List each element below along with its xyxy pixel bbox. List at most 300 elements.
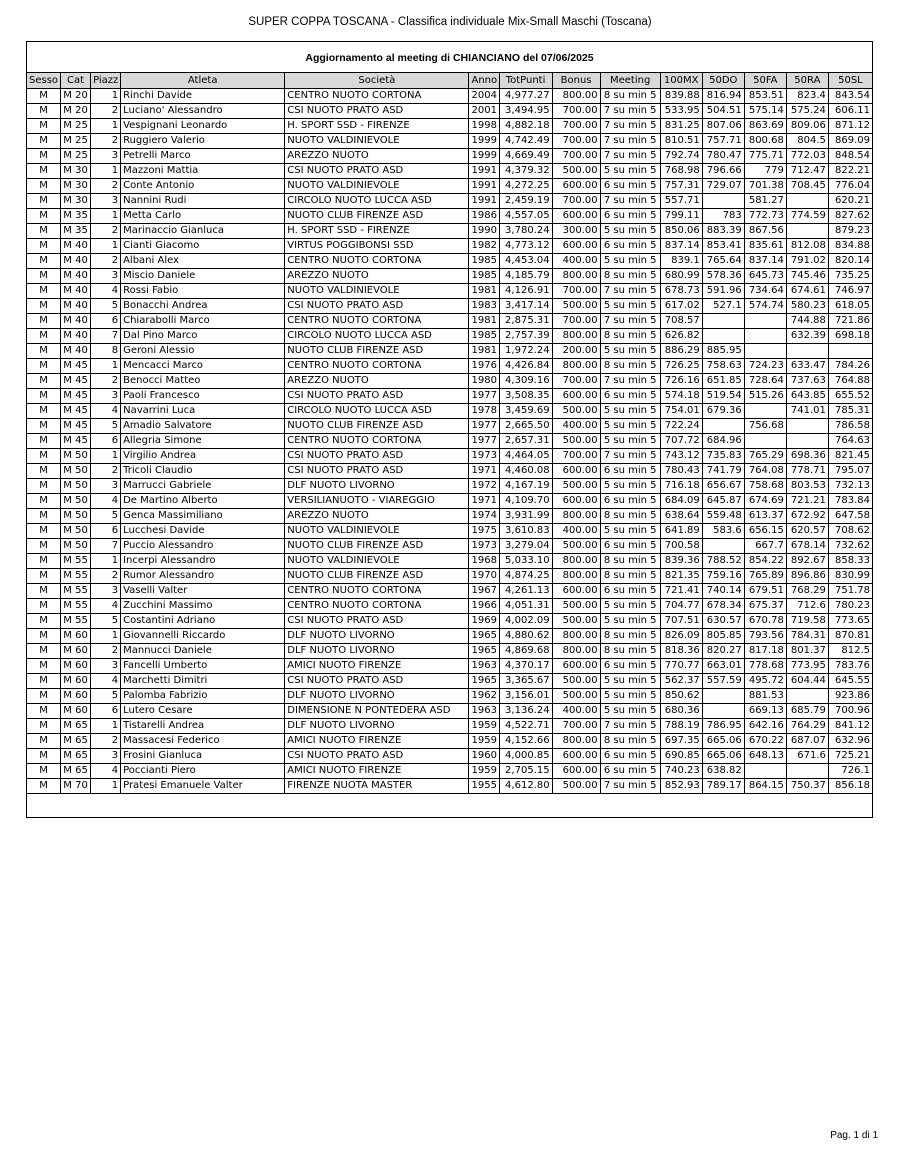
- cell-place: 1: [91, 164, 121, 179]
- cell-50fa: 765.29: [744, 449, 786, 464]
- cell-50sl: [828, 344, 872, 359]
- cell-bonus: 600.00: [552, 659, 600, 674]
- cell-50fa: 778.68: [744, 659, 786, 674]
- cell-meeting: 6 su min 5: [600, 764, 660, 779]
- cell-athlete: Giovannelli Riccardo: [121, 629, 285, 644]
- cell-place: 7: [91, 329, 121, 344]
- cell-50fa: 515.26: [744, 389, 786, 404]
- cell-category: M 60: [61, 629, 91, 644]
- cell-50sl: 645.55: [828, 674, 872, 689]
- cell-sex: M: [27, 299, 61, 314]
- cell-50ra: [786, 194, 828, 209]
- cell-50ra: 643.85: [786, 389, 828, 404]
- cell-100mx: 557.71: [660, 194, 702, 209]
- cell-sex: M: [27, 719, 61, 734]
- cell-50do: 665.06: [702, 749, 744, 764]
- cell-50sl: 726.1: [828, 764, 872, 779]
- cell-year: 1985: [469, 254, 499, 269]
- cell-100mx: 680.36: [660, 704, 702, 719]
- table-row: [27, 704, 873, 719]
- cell-category: M 55: [61, 614, 91, 629]
- cell-sex: M: [27, 269, 61, 284]
- cell-bonus: 800.00: [552, 359, 600, 374]
- cell-bonus: 700.00: [552, 149, 600, 164]
- cell-total-points: 2,459.19: [499, 194, 552, 209]
- table-body: [27, 89, 873, 794]
- cell-category: M 65: [61, 749, 91, 764]
- cell-bonus: 500.00: [552, 599, 600, 614]
- column-header-bonus: Bonus: [552, 73, 600, 89]
- cell-year: 1991: [469, 194, 499, 209]
- cell-club: CSI NUOTO PRATO ASD: [285, 614, 469, 629]
- cell-sex: M: [27, 449, 61, 464]
- cell-50do: 663.01: [702, 659, 744, 674]
- cell-sex: M: [27, 614, 61, 629]
- table-row: [27, 479, 873, 494]
- table-row: [27, 629, 873, 644]
- cell-100mx: 818.36: [660, 644, 702, 659]
- cell-place: 5: [91, 299, 121, 314]
- cell-year: 1965: [469, 644, 499, 659]
- cell-total-points: 4,152.66: [499, 734, 552, 749]
- cell-meeting: 6 su min 5: [600, 239, 660, 254]
- table-row: [27, 299, 873, 314]
- cell-50ra: [786, 764, 828, 779]
- table-row: [27, 569, 873, 584]
- cell-athlete: De Martino Alberto: [121, 494, 285, 509]
- cell-50sl: 700.96: [828, 704, 872, 719]
- cell-athlete: Massacesi Federico: [121, 734, 285, 749]
- table-row: [27, 749, 873, 764]
- cell-50fa: 881.53: [744, 689, 786, 704]
- cell-50sl: 764.88: [828, 374, 872, 389]
- cell-athlete: Tricoli Claudio: [121, 464, 285, 479]
- table-row: [27, 599, 873, 614]
- cell-50ra: 892.67: [786, 554, 828, 569]
- cell-100mx: 626.82: [660, 329, 702, 344]
- cell-athlete: Marinaccio Gianluca: [121, 224, 285, 239]
- cell-50sl: 776.04: [828, 179, 872, 194]
- cell-50sl: 618.05: [828, 299, 872, 314]
- cell-sex: M: [27, 329, 61, 344]
- cell-club: CENTRO NUOTO CORTONA: [285, 434, 469, 449]
- cell-category: M 40: [61, 314, 91, 329]
- cell-50ra: 778.71: [786, 464, 828, 479]
- cell-place: 5: [91, 614, 121, 629]
- table-row: [27, 644, 873, 659]
- cell-sex: M: [27, 179, 61, 194]
- cell-place: 1: [91, 719, 121, 734]
- cell-place: 2: [91, 224, 121, 239]
- cell-meeting: 6 su min 5: [600, 749, 660, 764]
- cell-50do: 583.6: [702, 524, 744, 539]
- cell-50ra: 772.03: [786, 149, 828, 164]
- cell-category: M 30: [61, 179, 91, 194]
- cell-athlete: Rinchi Davide: [121, 89, 285, 104]
- cell-sex: M: [27, 89, 61, 104]
- cell-100mx: 757.31: [660, 179, 702, 194]
- cell-total-points: 5,033.10: [499, 554, 552, 569]
- cell-bonus: 700.00: [552, 119, 600, 134]
- cell-50ra: 896.86: [786, 569, 828, 584]
- cell-100mx: 768.98: [660, 164, 702, 179]
- cell-sex: M: [27, 419, 61, 434]
- cell-bonus: 400.00: [552, 419, 600, 434]
- cell-total-points: 3,459.69: [499, 404, 552, 419]
- cell-place: 2: [91, 374, 121, 389]
- cell-100mx: 680.99: [660, 269, 702, 284]
- cell-100mx: 697.35: [660, 734, 702, 749]
- cell-year: 1976: [469, 359, 499, 374]
- cell-50fa: [744, 329, 786, 344]
- cell-50fa: 758.68: [744, 479, 786, 494]
- cell-total-points: 4,464.05: [499, 449, 552, 464]
- cell-50do: 557.59: [702, 674, 744, 689]
- cell-50ra: 580.23: [786, 299, 828, 314]
- cell-100mx: 850.06: [660, 224, 702, 239]
- cell-50fa: 645.73: [744, 269, 786, 284]
- cell-total-points: 4,880.62: [499, 629, 552, 644]
- cell-club: AMICI NUOTO FIRENZE: [285, 734, 469, 749]
- cell-bonus: 800.00: [552, 89, 600, 104]
- cell-bonus: 800.00: [552, 554, 600, 569]
- cell-50sl: 647.58: [828, 509, 872, 524]
- cell-50fa: 679.51: [744, 584, 786, 599]
- cell-total-points: 4,557.05: [499, 209, 552, 224]
- cell-50ra: 764.29: [786, 719, 828, 734]
- table-row: [27, 89, 873, 104]
- cell-50ra: 744.88: [786, 314, 828, 329]
- cell-sex: M: [27, 239, 61, 254]
- cell-category: M 50: [61, 449, 91, 464]
- cell-100mx: 704.77: [660, 599, 702, 614]
- cell-category: M 50: [61, 494, 91, 509]
- cell-athlete: Genca Massimiliano: [121, 509, 285, 524]
- cell-50do: 740.14: [702, 584, 744, 599]
- cell-category: M 60: [61, 689, 91, 704]
- cell-club: AMICI NUOTO FIRENZE: [285, 764, 469, 779]
- cell-100mx: 754.01: [660, 404, 702, 419]
- cell-year: 1986: [469, 209, 499, 224]
- cell-place: 6: [91, 314, 121, 329]
- cell-50sl: 785.31: [828, 404, 872, 419]
- cell-meeting: 6 su min 5: [600, 659, 660, 674]
- cell-year: 1981: [469, 314, 499, 329]
- cell-total-points: 4,309.16: [499, 374, 552, 389]
- cell-meeting: 5 su min 5: [600, 614, 660, 629]
- column-header-category: Cat: [61, 73, 91, 89]
- cell-sex: M: [27, 149, 61, 164]
- cell-meeting: 5 su min 5: [600, 344, 660, 359]
- cell-athlete: Chiarabolli Marco: [121, 314, 285, 329]
- cell-athlete: Metta Carlo: [121, 209, 285, 224]
- cell-50ra: 620.57: [786, 524, 828, 539]
- cell-bonus: 700.00: [552, 284, 600, 299]
- cell-50fa: 675.37: [744, 599, 786, 614]
- cell-50fa: 728.64: [744, 374, 786, 389]
- table-row: [27, 449, 873, 464]
- cell-category: M 65: [61, 719, 91, 734]
- cell-meeting: 8 su min 5: [600, 359, 660, 374]
- cell-100mx: 641.89: [660, 524, 702, 539]
- cell-year: 1962: [469, 689, 499, 704]
- cell-meeting: 5 su min 5: [600, 524, 660, 539]
- cell-50sl: 784.26: [828, 359, 872, 374]
- cell-athlete: Vespignani Leonardo: [121, 119, 285, 134]
- cell-50fa: 864.15: [744, 779, 786, 794]
- cell-50ra: 774.59: [786, 209, 828, 224]
- cell-50ra: 674.61: [786, 284, 828, 299]
- cell-meeting: 6 su min 5: [600, 389, 660, 404]
- cell-sex: M: [27, 689, 61, 704]
- cell-50sl: 783.84: [828, 494, 872, 509]
- cell-50ra: 719.58: [786, 614, 828, 629]
- cell-athlete: Virgilio Andrea: [121, 449, 285, 464]
- cell-50do: 559.48: [702, 509, 744, 524]
- cell-place: 1: [91, 779, 121, 794]
- cell-total-points: 4,000.85: [499, 749, 552, 764]
- cell-sex: M: [27, 734, 61, 749]
- cell-year: 2001: [469, 104, 499, 119]
- cell-athlete: Lutero Cesare: [121, 704, 285, 719]
- cell-year: 1990: [469, 224, 499, 239]
- cell-meeting: 5 su min 5: [600, 404, 660, 419]
- cell-place: 1: [91, 359, 121, 374]
- cell-bonus: 700.00: [552, 104, 600, 119]
- cell-50fa: 817.18: [744, 644, 786, 659]
- cell-100mx: 638.64: [660, 509, 702, 524]
- cell-50sl: 856.18: [828, 779, 872, 794]
- cell-50sl: 795.07: [828, 464, 872, 479]
- cell-50ra: [786, 344, 828, 359]
- cell-place: 3: [91, 389, 121, 404]
- cell-year: 1985: [469, 329, 499, 344]
- cell-50ra: 804.5: [786, 134, 828, 149]
- cell-50sl: 764.63: [828, 434, 872, 449]
- cell-50do: 665.06: [702, 734, 744, 749]
- cell-place: 2: [91, 569, 121, 584]
- cell-50sl: 827.62: [828, 209, 872, 224]
- cell-sex: M: [27, 584, 61, 599]
- cell-50ra: 773.95: [786, 659, 828, 674]
- cell-year: 1969: [469, 614, 499, 629]
- cell-100mx: 826.09: [660, 629, 702, 644]
- table-row: [27, 779, 873, 794]
- cell-category: M 45: [61, 389, 91, 404]
- cell-club: AREZZO NUOTO: [285, 149, 469, 164]
- cell-50fa: 775.71: [744, 149, 786, 164]
- cell-club: CIRCOLO NUOTO LUCCA ASD: [285, 404, 469, 419]
- cell-50fa: [744, 764, 786, 779]
- cell-bonus: 500.00: [552, 434, 600, 449]
- cell-meeting: 7 su min 5: [600, 134, 660, 149]
- cell-meeting: 8 su min 5: [600, 509, 660, 524]
- cell-sex: M: [27, 389, 61, 404]
- cell-total-points: 4,109.70: [499, 494, 552, 509]
- cell-total-points: 3,279.04: [499, 539, 552, 554]
- cell-year: 1998: [469, 119, 499, 134]
- cell-meeting: 7 su min 5: [600, 449, 660, 464]
- cell-total-points: 4,742.49: [499, 134, 552, 149]
- cell-sex: M: [27, 344, 61, 359]
- cell-50do: 789.17: [702, 779, 744, 794]
- cell-100mx: 684.09: [660, 494, 702, 509]
- cell-sex: M: [27, 674, 61, 689]
- cell-bonus: 500.00: [552, 539, 600, 554]
- cell-athlete: Luciano' Alessandro: [121, 104, 285, 119]
- cell-category: M 50: [61, 524, 91, 539]
- cell-50fa: 854.22: [744, 554, 786, 569]
- cell-bonus: 500.00: [552, 689, 600, 704]
- cell-bonus: 800.00: [552, 644, 600, 659]
- cell-club: DLF NUOTO LIVORNO: [285, 689, 469, 704]
- cell-sex: M: [27, 494, 61, 509]
- cell-bonus: 500.00: [552, 479, 600, 494]
- cell-total-points: 4,426.84: [499, 359, 552, 374]
- cell-sex: M: [27, 119, 61, 134]
- cell-sex: M: [27, 629, 61, 644]
- cell-total-points: 4,185.79: [499, 269, 552, 284]
- cell-bonus: 700.00: [552, 134, 600, 149]
- cell-athlete: Allegria Simone: [121, 434, 285, 449]
- cell-50ra: 812.08: [786, 239, 828, 254]
- cell-50do: 735.83: [702, 449, 744, 464]
- cell-year: 1991: [469, 179, 499, 194]
- cell-50do: 679.36: [702, 404, 744, 419]
- cell-athlete: Amadio Salvatore: [121, 419, 285, 434]
- cell-total-points: 3,508.35: [499, 389, 552, 404]
- cell-athlete: Costantini Adriano: [121, 614, 285, 629]
- cell-sex: M: [27, 554, 61, 569]
- cell-category: M 30: [61, 164, 91, 179]
- cell-bonus: 500.00: [552, 164, 600, 179]
- cell-category: M 45: [61, 419, 91, 434]
- table-row: [27, 239, 873, 254]
- cell-50sl: 871.12: [828, 119, 872, 134]
- cell-category: M 55: [61, 554, 91, 569]
- cell-place: 6: [91, 524, 121, 539]
- cell-athlete: Cianti Giacomo: [121, 239, 285, 254]
- cell-bonus: 800.00: [552, 329, 600, 344]
- cell-athlete: Bonacchi Andrea: [121, 299, 285, 314]
- cell-sex: M: [27, 644, 61, 659]
- cell-year: 1971: [469, 464, 499, 479]
- cell-50fa: 613.37: [744, 509, 786, 524]
- cell-category: M 40: [61, 344, 91, 359]
- cell-100mx: 726.16: [660, 374, 702, 389]
- cell-total-points: 3,156.01: [499, 689, 552, 704]
- cell-sex: M: [27, 224, 61, 239]
- cell-place: 4: [91, 764, 121, 779]
- cell-athlete: Petrelli Marco: [121, 149, 285, 164]
- cell-50ra: 721.21: [786, 494, 828, 509]
- cell-meeting: 6 su min 5: [600, 464, 660, 479]
- cell-100mx: 574.18: [660, 389, 702, 404]
- cell-sex: M: [27, 284, 61, 299]
- cell-club: CIRCOLO NUOTO LUCCA ASD: [285, 194, 469, 209]
- cell-50fa: 800.68: [744, 134, 786, 149]
- cell-place: 1: [91, 239, 121, 254]
- cell-50do: 578.36: [702, 269, 744, 284]
- cell-50ra: 708.45: [786, 179, 828, 194]
- cell-50do: 759.16: [702, 569, 744, 584]
- cell-place: 8: [91, 344, 121, 359]
- cell-bonus: 800.00: [552, 509, 600, 524]
- cell-bonus: 400.00: [552, 704, 600, 719]
- meeting-update-subtitle: Aggiornamento al meeting di CHIANCIANO del 07/06/2025: [305, 52, 594, 64]
- cell-50fa: 867.56: [744, 224, 786, 239]
- cell-meeting: 7 su min 5: [600, 194, 660, 209]
- cell-year: 1999: [469, 149, 499, 164]
- cell-club: NUOTO CLUB FIRENZE ASD: [285, 539, 469, 554]
- cell-total-points: 2,705.15: [499, 764, 552, 779]
- document-title: SUPER COPPA TOSCANA - Classifica individuale Mix-Small Maschi (Toscana): [248, 16, 652, 28]
- cell-club: NUOTO CLUB FIRENZE ASD: [285, 569, 469, 584]
- cell-place: 3: [91, 479, 121, 494]
- cell-bonus: 600.00: [552, 389, 600, 404]
- cell-50sl: 843.54: [828, 89, 872, 104]
- cell-place: 1: [91, 89, 121, 104]
- table-row: [27, 134, 873, 149]
- cell-sex: M: [27, 464, 61, 479]
- cell-50ra: 712.6: [786, 599, 828, 614]
- cell-year: 1985: [469, 269, 499, 284]
- cell-50fa: 793.56: [744, 629, 786, 644]
- cell-sex: M: [27, 314, 61, 329]
- column-header-meeting: Meeting: [600, 73, 660, 89]
- cell-year: 1981: [469, 344, 499, 359]
- cell-total-points: 2,657.31: [499, 434, 552, 449]
- cell-sex: M: [27, 569, 61, 584]
- cell-50ra: 678.14: [786, 539, 828, 554]
- cell-bonus: 600.00: [552, 179, 600, 194]
- cell-50do: [702, 314, 744, 329]
- cell-category: M 55: [61, 569, 91, 584]
- cell-category: M 40: [61, 299, 91, 314]
- cell-club: AREZZO NUOTO: [285, 374, 469, 389]
- cell-50ra: 604.44: [786, 674, 828, 689]
- cell-athlete: Zucchini Massimo: [121, 599, 285, 614]
- table-row: [27, 224, 873, 239]
- cell-club: H. SPORT SSD - FIRENZE: [285, 119, 469, 134]
- cell-total-points: 2,757.39: [499, 329, 552, 344]
- cell-50ra: 741.01: [786, 404, 828, 419]
- table-row: [27, 314, 873, 329]
- cell-athlete: Dal Pino Marco: [121, 329, 285, 344]
- table-row: [27, 524, 873, 539]
- column-header-sex: Sesso: [27, 73, 61, 89]
- cell-total-points: 3,136.24: [499, 704, 552, 719]
- cell-place: 3: [91, 584, 121, 599]
- cell-sex: M: [27, 374, 61, 389]
- cell-total-points: 4,977.27: [499, 89, 552, 104]
- cell-meeting: 7 su min 5: [600, 284, 660, 299]
- cell-athlete: Marchetti Dimitri: [121, 674, 285, 689]
- cell-club: AREZZO NUOTO: [285, 269, 469, 284]
- cell-50ra: 803.53: [786, 479, 828, 494]
- cell-year: 1981: [469, 284, 499, 299]
- cell-category: M 60: [61, 674, 91, 689]
- cell-50fa: 642.16: [744, 719, 786, 734]
- table-row: [27, 209, 873, 224]
- cell-category: M 65: [61, 734, 91, 749]
- cell-place: 2: [91, 104, 121, 119]
- cell-bonus: 600.00: [552, 764, 600, 779]
- cell-year: 1977: [469, 434, 499, 449]
- cell-category: M 25: [61, 149, 91, 164]
- cell-meeting: 8 su min 5: [600, 554, 660, 569]
- cell-total-points: 2,665.50: [499, 419, 552, 434]
